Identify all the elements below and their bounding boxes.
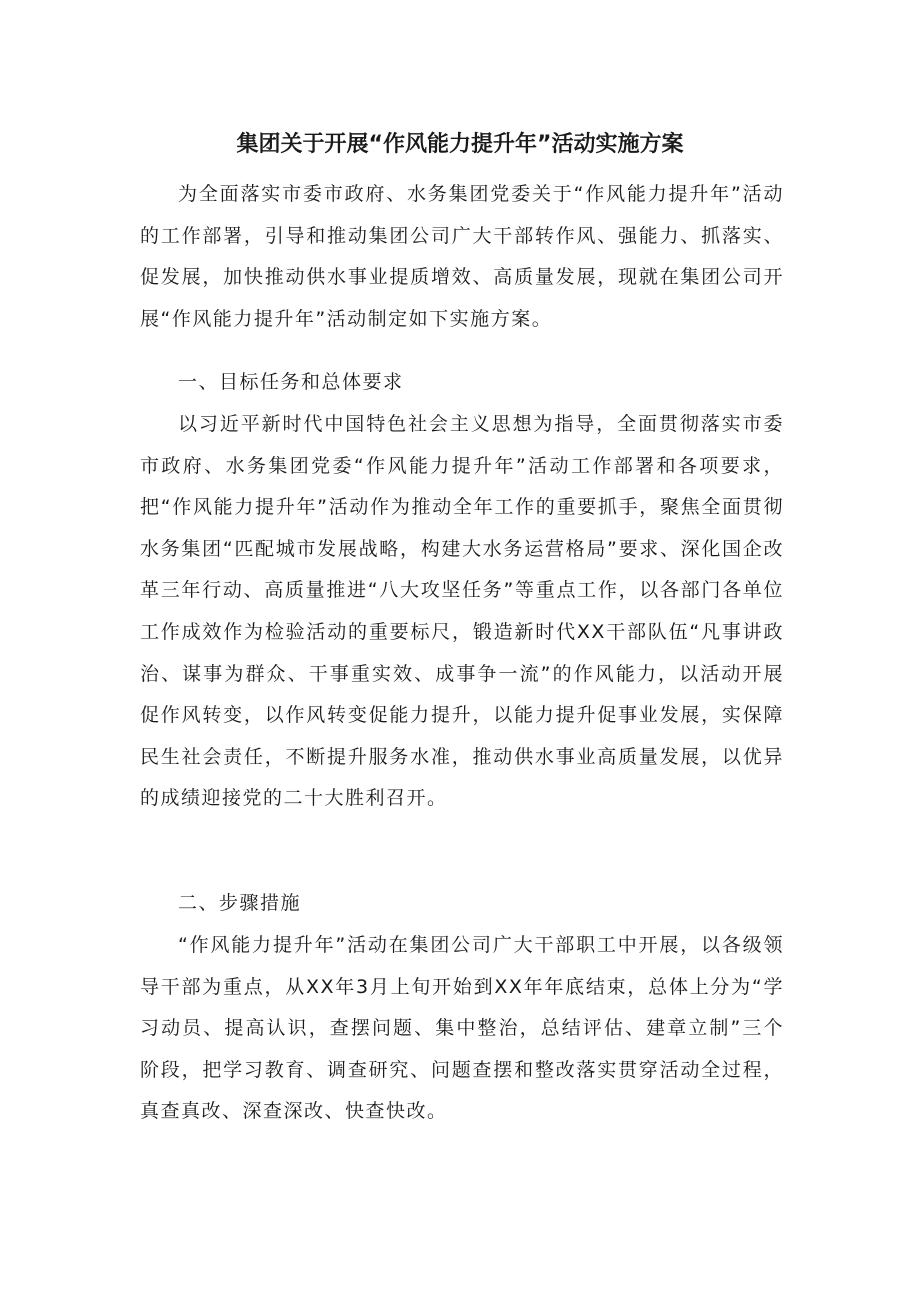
intro-paragraph: 为全面落实市委市政府、水务集团党委关于“作风能力提升年”活动的工作部署，引导和推动集团公司广大干部转作风、强能力、抓落实、促发展，加快推动供水事业提质增效、高质量发展，现就在集团公司开展“作风能力提升年”活动制定如下实施方案。 (140, 183, 784, 330)
section-2-heading: 二、步骤措施 (178, 892, 302, 914)
intro-block (140, 174, 784, 340)
section-2-paragraph: “作风能力提升年”活动在集团公司广大干部职工中开展，以各级领导干部为重点，从XX年3月上旬开始到XX年年底结束，总体上分为“学习动员、提高认识，查摆问题、集中整治，总结评估、建章立制”三个阶段，把学习教育、调查研究、问题查摆和整改落实贯穿活动全过程，真查真改、深查深改、快查快改。 (140, 934, 784, 1123)
section-2-heading-block (140, 883, 784, 925)
document-title: 集团关于开展“作风能力提升年”活动实施方案 (236, 132, 684, 157)
section-1-paragraph: 以习近平新时代中国特色社会主义思想为指导，全面贯彻落实市委市政府、水务集团党委“作风能力提升年”活动工作部署和各项要求，把“作风能力提升年”活动作为推动全年工作的重要抓手，聚焦全面贯彻水务集团“匹配城市发展战略，构建大水务运营格局”要求、深化国企改革三年行动、高质量推进“八大攻坚任务”等重点工作，以各部门各单位工作成效作为检验活动的重要标尺，锻造新时代XX干部队伍“凡事讲政治、谋事为群众、干事重实效、成事争一流”的作风能力，以活动开展促作风转变，以作风转变促能力提升，以能力提升促事业发展，实保障民生社会责任，不断提升服务水准，推动供水事业高质量发展，以优异的成绩迎接党的二十大胜利召开。 (140, 413, 784, 810)
section-1-body-block (140, 404, 784, 820)
section-1-heading-block (140, 362, 784, 404)
section-2-body-block (140, 925, 784, 1133)
section-1-heading: 一、目标任务和总体要求 (178, 371, 404, 393)
